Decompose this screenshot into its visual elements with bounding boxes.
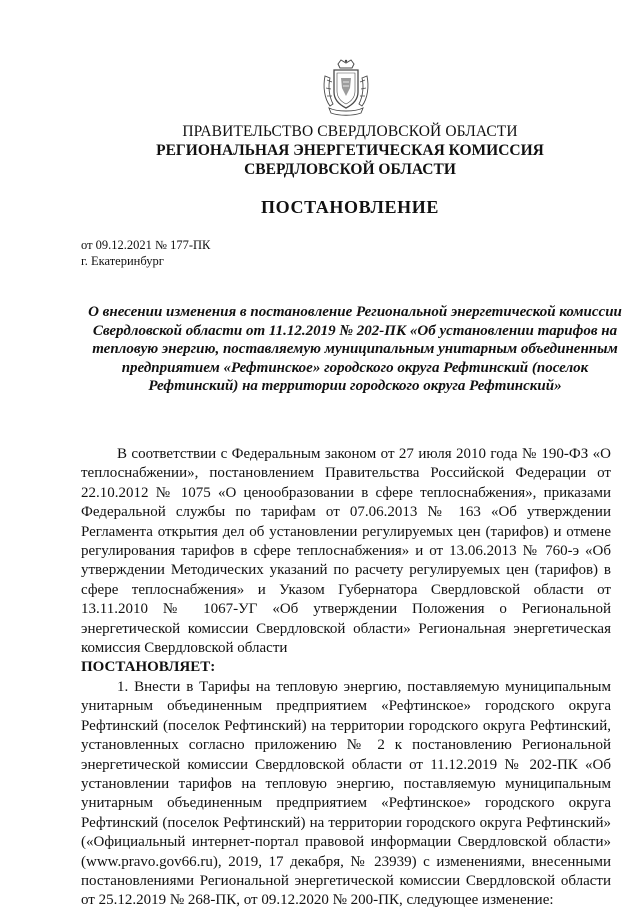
government-name: ПРАВИТЕЛЬСТВО СВЕРДЛОВСКОЙ ОБЛАСТИ <box>182 123 518 140</box>
document-date-number: от 09.12.2021 № 177-ПК <box>81 238 211 252</box>
decree-heading: ПОСТАНОВЛЯЕТ: <box>81 659 216 676</box>
preamble-paragraph: В соответствии с Федеральным законом от 27 июля 2010 года № 190-ФЗ «О теплоснабжении», постановлением Правительства Российской Федерации от 22.10.2012 № 1075 «О ценообразовании в сфере теплоснабжения», приказами Федеральной службы по тарифам от 07.06.2013 № 163 «Об утверждении Регламента открытия дел об установлении регулируемых цен (тарифов) и отмене регулирования тарифов в сфере теплоснабжения» и от 13.06.2013 № 760-э «Об утверждении Методических указаний по расчету регулируемых цен (тарифов) в сфере теплоснабжения» и Указом Губернатора Свердловской области от 13.11.2010 № 1067-УГ «Об утверждении Положения о Региональной энергетической комиссии Свердловской области» Региональная энергетическая комиссия Свердловской области <box>81 446 611 657</box>
document-subject: О внесении изменения в постановление Региональной энергетической комиссии Свердловской области от 11.12.2019 № 202-ПК «Об установлении тарифов на тепловую энергию, поставляемую муниципальным унитарным объединенным предприятием «Рефтинское» городского округа Рефтинский (поселок Рефтинский) на территории городского округа Рефтинский» <box>88 304 622 395</box>
document-body <box>81 445 611 911</box>
commission-name-line-2: СВЕРДЛОВСКОЙ ОБЛАСТИ <box>244 161 456 178</box>
commission-name-line-1: РЕГИОНАЛЬНАЯ ЭНЕРГЕТИЧЕСКАЯ КОМИССИЯ <box>156 142 544 159</box>
coat-of-arms-icon <box>321 58 371 116</box>
document-type-title: ПОСТАНОВЛЕНИЕ <box>261 197 439 217</box>
item-1-paragraph: 1. Внести в Тарифы на тепловую энергию, поставляемую муниципальным унитарным объединенным предприятием «Рефтинское» городского округа Рефтинский (поселок Рефтинский) на территории городского округа Рефтинский, установленных согласно приложению № 2 к постановлению Региональной энергетической комиссии Свердловской области от 11.12.2019 № 202-ПК «Об установлении тарифов на тепловую энергию, поставляемую муниципальным унитарным объединенным предприятием «Рефтинское» городского округа Рефтинский (поселок Рефтинский) на территории городского округа Рефтинский» («Официальный интернет-портал правовой информации Свердловской области» (www.pravo.gov66.ru), 2019, 17 декабря, № 23939) с изменениями, внесенными постановлениями Региональной энергетической комиссии Свердловской области от 25.12.2019 № 268-ПК, от 09.12.2020 № 200-ПК, следующее изменение: <box>81 678 611 909</box>
document-city: г. Екатеринбург <box>81 254 164 268</box>
